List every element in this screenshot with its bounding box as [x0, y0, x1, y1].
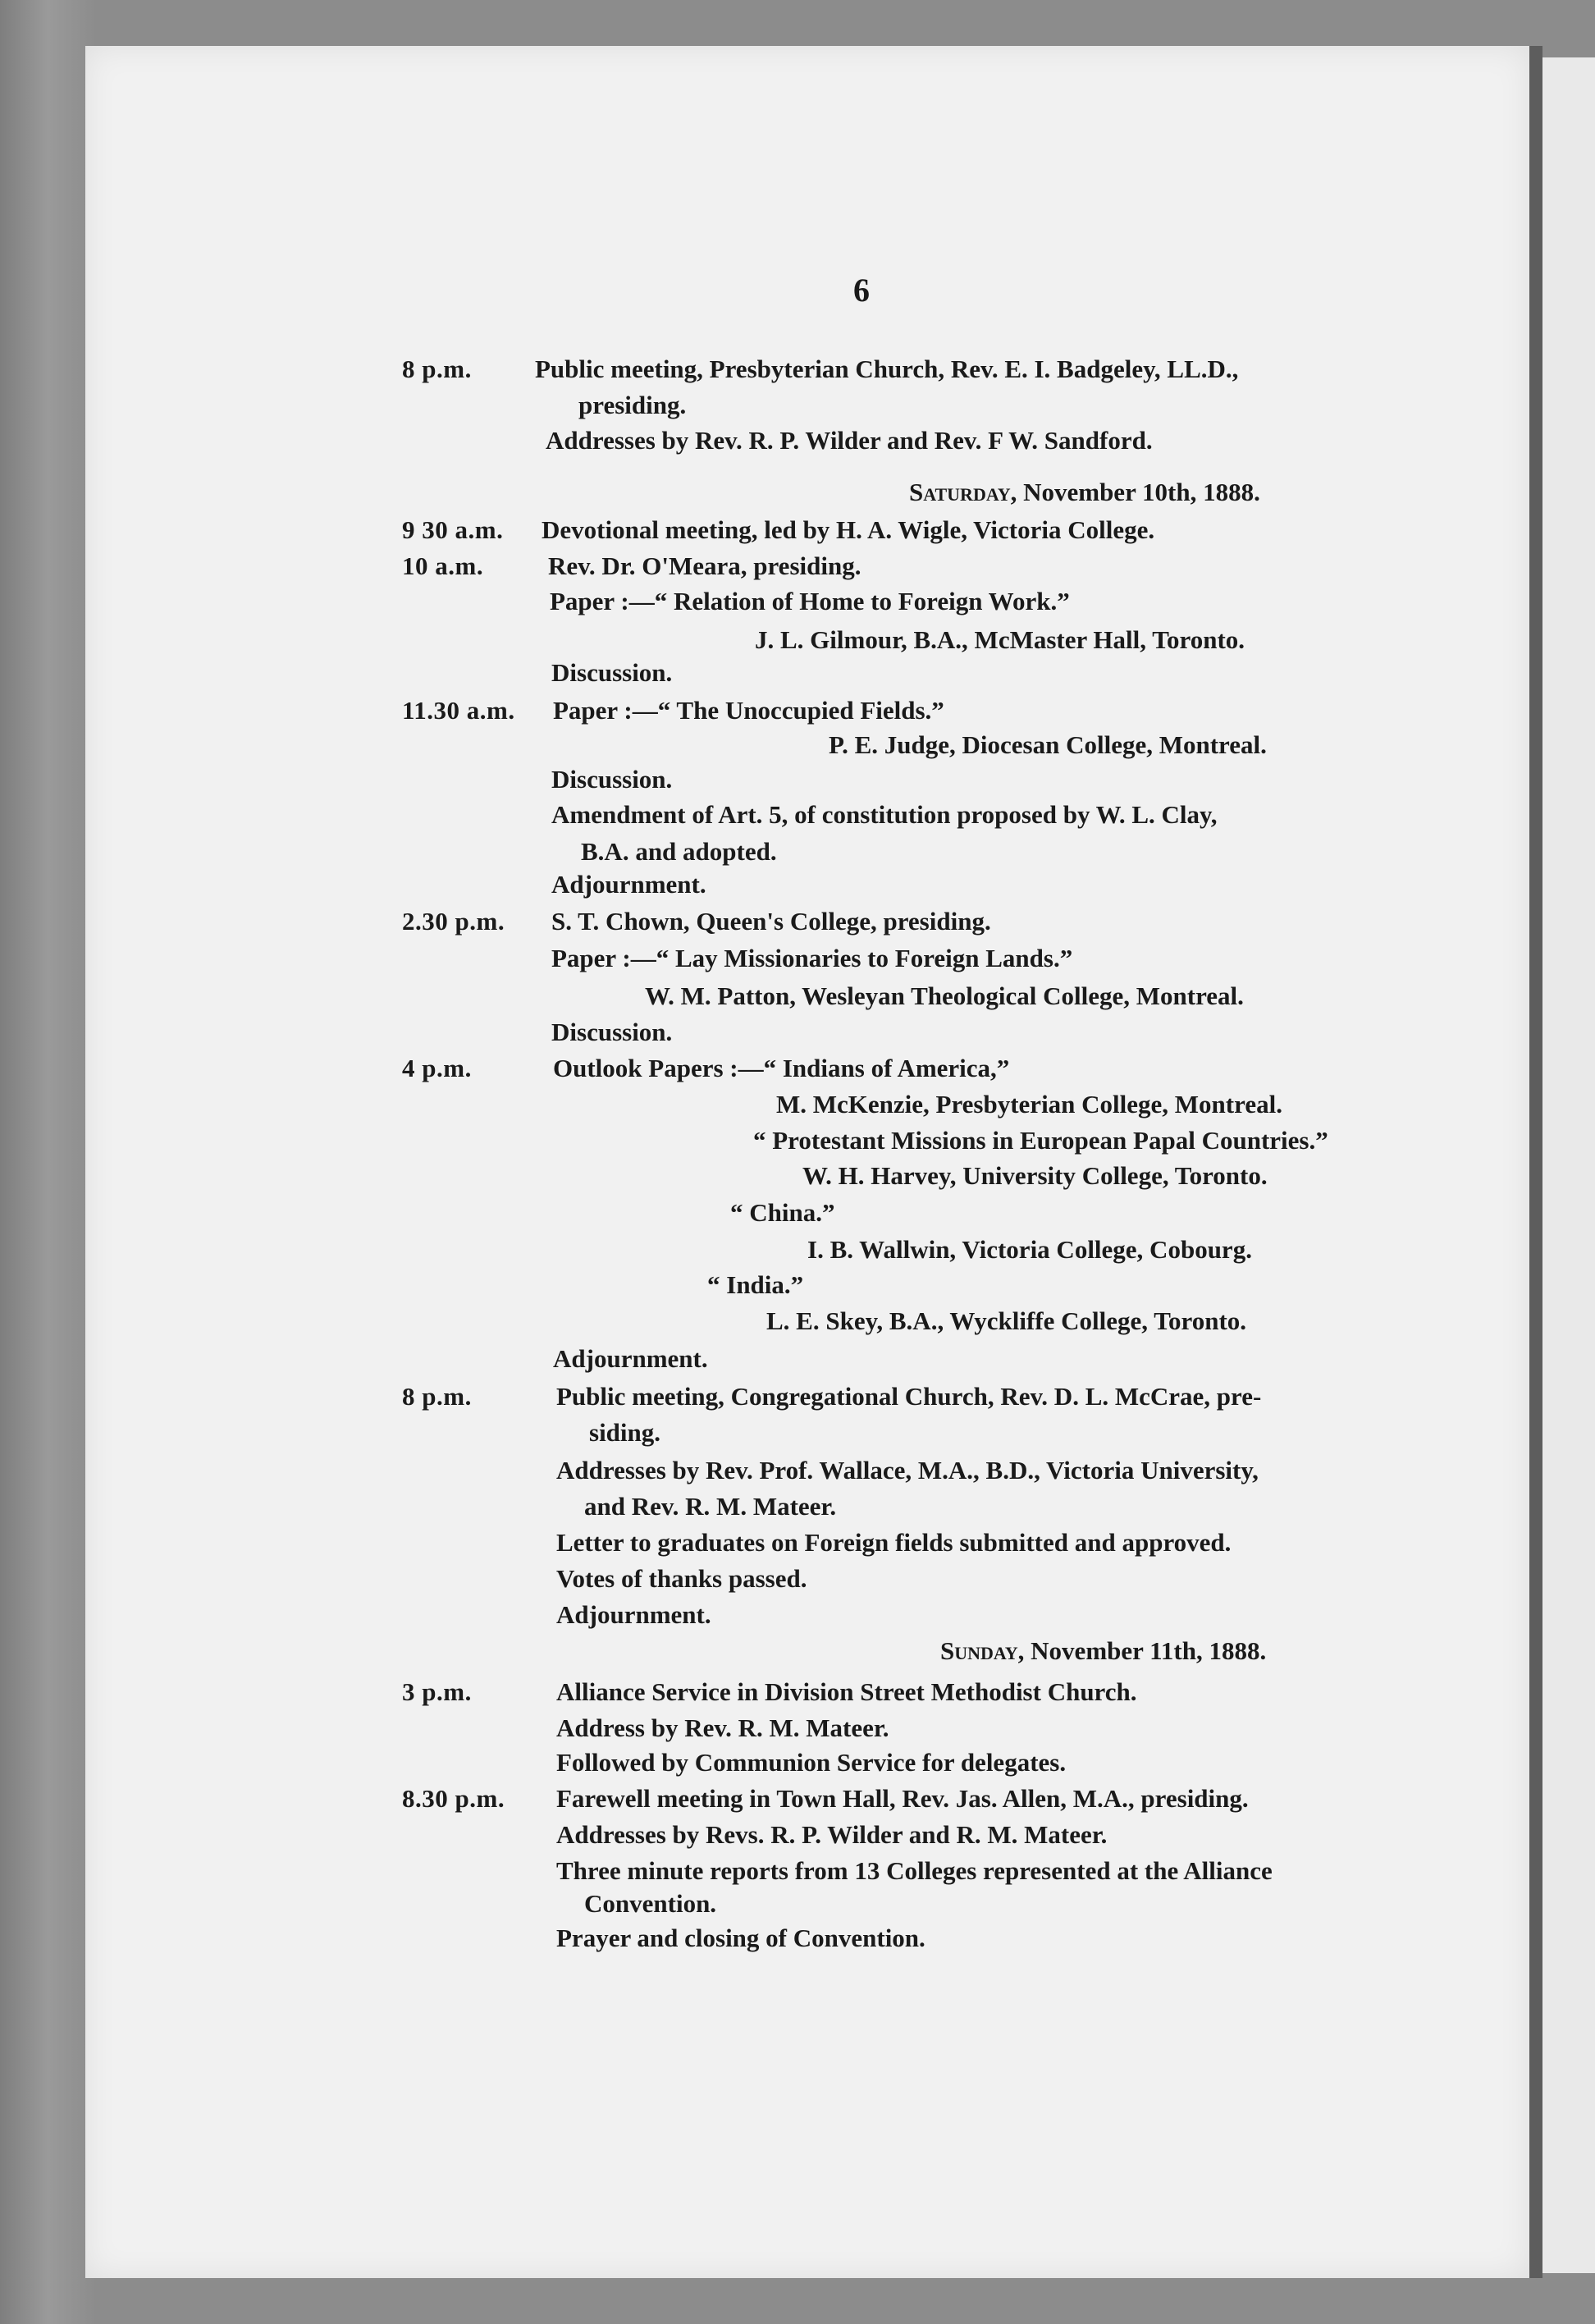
day-name: Sunday [940, 1636, 1018, 1665]
schedule-text: Public meeting, Congregational Church, Rev. D. L. McCrae, pre- [556, 1382, 1262, 1411]
schedule-text: Discussion. [551, 765, 673, 794]
schedule-line [0, 800, 1595, 838]
schedule-line [0, 730, 1595, 768]
schedule-text: Convention. [584, 1889, 717, 1918]
schedule-line [0, 981, 1595, 1019]
schedule-text: Rev. Dr. O'Meara, presiding. [548, 551, 861, 580]
schedule-text: W. M. Patton, Wesleyan Theological College, Montreal. [645, 981, 1244, 1010]
schedule-line [0, 1418, 1595, 1456]
schedule-line [0, 944, 1595, 981]
time-label: 3 p.m. [402, 1677, 472, 1706]
schedule-line [0, 1713, 1595, 1751]
schedule-text: Addresses by Rev. Prof. Wallace, M.A., B.D., Victoria University, [556, 1456, 1259, 1485]
schedule-text: L. E. Skey, B.A., Wyckliffe College, Toronto. [766, 1306, 1247, 1335]
schedule-line [0, 765, 1595, 803]
schedule-text: presiding. [578, 391, 687, 419]
schedule-text: S. T. Chown, Queen's College, presiding. [551, 907, 991, 936]
schedule-line [0, 1382, 1595, 1420]
schedule-text: B.A. and adopted. [581, 837, 777, 866]
time-label: 9 30 a.m. [402, 515, 504, 544]
schedule-text: J. L. Gilmour, B.A., McMaster Hall, Toronto. [755, 625, 1245, 654]
schedule-line [0, 1820, 1595, 1858]
schedule-text: Letter to graduates on Foreign fields submitted and approved. [556, 1528, 1232, 1557]
schedule-line [0, 870, 1595, 908]
schedule-line [0, 1198, 1595, 1236]
schedule-text: Addresses by Rev. R. P. Wilder and Rev. F W. Sandford. [546, 426, 1153, 455]
time-label: 8.30 p.m. [402, 1784, 505, 1813]
schedule-line [0, 1126, 1595, 1164]
schedule-line [0, 1889, 1595, 1927]
schedule-text: P. E. Judge, Diocesan College, Montreal. [829, 730, 1267, 759]
schedule-line [0, 1054, 1595, 1091]
schedule-line [0, 1090, 1595, 1128]
schedule-line [0, 587, 1595, 624]
schedule-text: W. H. Harvey, University College, Toronto. [802, 1161, 1268, 1190]
schedule-line [0, 515, 1595, 553]
schedule-text: M. McKenzie, Presbyterian College, Montreal. [776, 1090, 1282, 1119]
schedule-text: I. B. Wallwin, Victoria College, Cobourg. [807, 1235, 1252, 1264]
schedule-line [0, 1018, 1595, 1055]
schedule-text: Addresses by Revs. R. P. Wilder and R. M. Mateer. [556, 1820, 1108, 1849]
schedule-line [0, 907, 1595, 945]
schedule-text: Paper :—“ Relation of Home to Foreign Work.” [550, 587, 1070, 615]
schedule-text: Three minute reports from 13 Colleges represented at the Alliance [556, 1856, 1273, 1885]
schedule-line [0, 658, 1595, 696]
schedule-text: Farewell meeting in Town Hall, Rev. Jas. Allen, M.A., presiding. [556, 1784, 1249, 1813]
schedule-line [0, 1344, 1595, 1382]
schedule-line [0, 1600, 1595, 1638]
schedule-text: “ Protestant Missions in European Papal Countries.” [753, 1126, 1328, 1155]
schedule-text: and Rev. R. M. Mateer. [584, 1492, 837, 1521]
schedule-text: Paper :—“ The Unoccupied Fields.” [553, 696, 944, 725]
schedule-text: Discussion. [551, 658, 673, 687]
schedule-line [0, 1161, 1595, 1199]
schedule-text: Votes of thanks passed. [556, 1564, 807, 1593]
time-label: 8 p.m. [402, 1382, 472, 1411]
schedule-text: Prayer and closing of Convention. [556, 1924, 925, 1952]
time-label: 2.30 p.m. [402, 907, 505, 936]
schedule-line [0, 1924, 1595, 1961]
schedule-line [0, 1564, 1595, 1602]
day-heading-row [0, 1636, 1595, 1674]
schedule-text: Amendment of Art. 5, of constitution proposed by W. L. Clay, [551, 800, 1218, 829]
schedule-line [0, 355, 1595, 392]
day-heading-row [0, 478, 1595, 515]
time-label: 4 p.m. [402, 1054, 472, 1082]
schedule-line [0, 551, 1595, 589]
schedule-text: Adjournment. [551, 870, 706, 899]
schedule-text: Public meeting, Presbyterian Church, Rev. E. I. Badgeley, LL.D., [535, 355, 1239, 383]
schedule-text: Outlook Papers :—“ Indians of America,” [553, 1054, 1010, 1082]
schedule-line [0, 426, 1595, 464]
schedule-line [0, 1456, 1595, 1494]
day-name: Saturday [909, 478, 1011, 506]
schedule-line [0, 1748, 1595, 1786]
schedule-text: “ China.” [730, 1198, 835, 1227]
schedule-text: Address by Rev. R. M. Mateer. [556, 1713, 889, 1742]
time-label: 10 a.m. [402, 551, 484, 580]
schedule-line [0, 1235, 1595, 1273]
schedule-text: siding. [589, 1418, 661, 1447]
day-date: , November 10th, 1888. [1010, 478, 1260, 506]
schedule-line [0, 1677, 1595, 1715]
schedule-text: Followed by Communion Service for delegates. [556, 1748, 1067, 1777]
schedule-text: Devotional meeting, led by H. A. Wigle, Victoria College. [542, 515, 1155, 544]
schedule-text: Adjournment. [553, 1344, 708, 1373]
schedule-text: Discussion. [551, 1018, 673, 1046]
time-label: 8 p.m. [402, 355, 472, 383]
day-heading [940, 1636, 1266, 1666]
schedule-line [0, 391, 1595, 428]
schedule-line [0, 696, 1595, 734]
schedule-line [0, 1528, 1595, 1566]
time-label: 11.30 a.m. [402, 696, 515, 725]
day-heading [909, 478, 1260, 507]
page-number: 6 [853, 272, 870, 309]
schedule-line [0, 1270, 1595, 1308]
day-date: , November 11th, 1888. [1017, 1636, 1267, 1665]
schedule-line [0, 1492, 1595, 1530]
schedule-text: Alliance Service in Division Street Methodist Church. [556, 1677, 1137, 1706]
schedule-text: Adjournment. [556, 1600, 711, 1629]
schedule-text: Paper :—“ Lay Missionaries to Foreign Lands.” [551, 944, 1073, 972]
schedule-line [0, 1784, 1595, 1822]
schedule-line [0, 1306, 1595, 1344]
schedule-text: “ India.” [707, 1270, 804, 1299]
